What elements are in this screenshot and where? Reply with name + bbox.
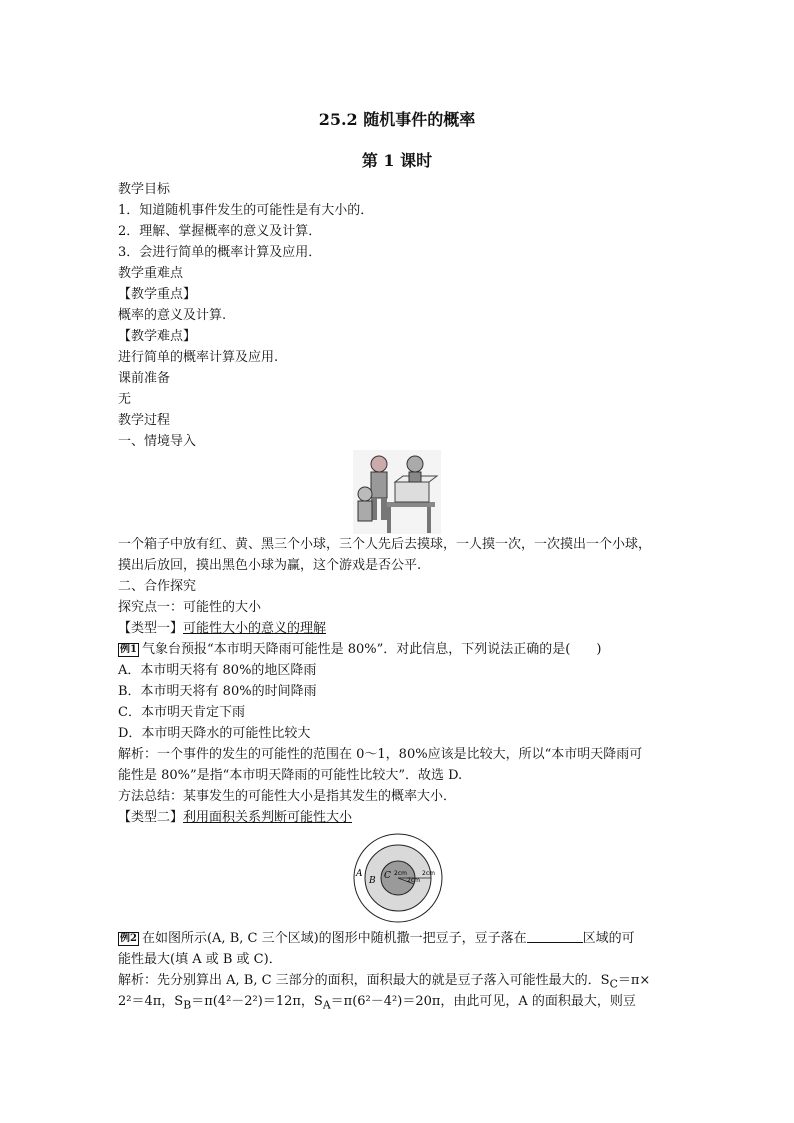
example2-analysis-1-end: ＝π×	[617, 973, 651, 988]
type2-label: 【类型二】	[118, 810, 184, 825]
subscript-b: B	[183, 998, 192, 1012]
option-d: D．本市明天降水的可能性比较大	[118, 726, 311, 741]
example2-analysis-2-b: ＝π(4²－2²)＝12π，S	[191, 994, 323, 1009]
type1-heading	[118, 620, 326, 638]
example2-badge: 例2	[120, 933, 137, 944]
section2-heading: 二、合作探究	[118, 579, 197, 594]
option-a: A．本市明天将有 80%的地区降雨	[118, 663, 317, 678]
example1-question	[118, 641, 601, 659]
label-b: B	[369, 876, 376, 886]
radius-label-2: 2cm	[422, 870, 435, 877]
section1-heading: 一、情境导入	[118, 434, 197, 449]
example2-question-2: 能性最大(填 A 或 B 或 C)．	[118, 952, 282, 967]
process-heading: 教学过程	[118, 413, 171, 428]
label-c: C	[384, 871, 391, 881]
label-a: A	[356, 869, 363, 879]
focus-text: 概率的意义及计算.	[118, 308, 227, 323]
example2-text-a: 在如图所示(A, B, C 三个区域)的图形中随机撒一把豆子，豆子落在	[141, 931, 527, 946]
scenario-line-2: 摸出后放回，摸出黑色小球为赢，这个游戏是否公平.	[118, 558, 422, 573]
example2-text-b: 区域的可	[582, 931, 635, 946]
example1-text: 气象台预报“本市明天降雨可能性是 80%”．对此信息，下列说法正确的是( )	[141, 642, 602, 657]
example1-analysis-2: 能性是 80%”是指“本市明天降雨的可能性比较大”．故选 D.	[118, 768, 463, 783]
radius-label-1: 2cm	[394, 870, 407, 877]
example2-analysis-1-text: 解析：先分别算出 A, B, C 三部分的面积，面积最大的就是豆子落入可能性最大的．S	[118, 973, 610, 988]
prep-heading: 课前准备	[118, 371, 171, 386]
example2-analysis-1	[118, 972, 650, 994]
example2-analysis-2-a: 2²＝4π，S	[118, 994, 184, 1009]
type2-title: 利用面积关系判断可能性大小	[183, 810, 353, 825]
page-subtitle: 第 1 课时	[361, 151, 433, 170]
key-points-heading: 教学重难点	[118, 266, 184, 281]
concentric-circles-figure	[352, 832, 444, 924]
type1-title: 可能性大小的意义的理解	[183, 621, 327, 636]
classroom-illustration	[353, 450, 441, 534]
scenario-line-1: 一个箱子中放有红、黄、黑三个小球，三个人先后去摸球，一人摸一次，一次摸出一个小球，	[118, 537, 652, 552]
example1-summary: 方法总结：某事发生的可能性大小是指其发生的概率大小．	[118, 789, 457, 804]
radius-label-3: 2cm	[407, 877, 420, 884]
goals-heading: 教学目标	[118, 182, 171, 197]
prep-text: 无	[118, 392, 132, 407]
point1-heading: 探究点一：可能性的大小	[118, 600, 262, 615]
example2-question-1	[118, 930, 635, 948]
answer-blank	[527, 930, 583, 943]
type1-label: 【类型一】	[118, 621, 184, 636]
subscript-a: A	[322, 998, 331, 1012]
goal-item-3: 3．会进行简单的概率计算及应用．	[118, 245, 322, 260]
example1-badge: 例1	[120, 644, 137, 655]
goal-item-1: 1．知道随机事件发生的可能性是有大小的．	[118, 203, 374, 218]
goal-item-2: 2．理解、掌握概率的意义及计算．	[118, 224, 322, 239]
difficulty-label: 【教学难点】	[118, 329, 197, 344]
example2-analysis-2-c: ＝π(6²－4²)＝20π，由此可见，A 的面积最大，则豆	[330, 994, 636, 1009]
example2-analysis-2	[118, 993, 636, 1015]
example1-analysis-1: 解析：一个事件的发生的可能性的范围在 0～1，80%应该是比较大，所以“本市明天降雨可	[118, 747, 643, 762]
page-title: 25.2 随机事件的概率	[318, 110, 476, 129]
option-c: C．本市明天肯定下雨	[118, 705, 245, 720]
focus-label: 【教学重点】	[118, 287, 197, 302]
option-b: B．本市明天将有 80%的时间降雨	[118, 684, 317, 699]
difficulty-text: 进行简单的概率计算及应用.	[118, 350, 279, 365]
type2-heading	[118, 809, 352, 827]
subscript-c: C	[609, 977, 618, 991]
